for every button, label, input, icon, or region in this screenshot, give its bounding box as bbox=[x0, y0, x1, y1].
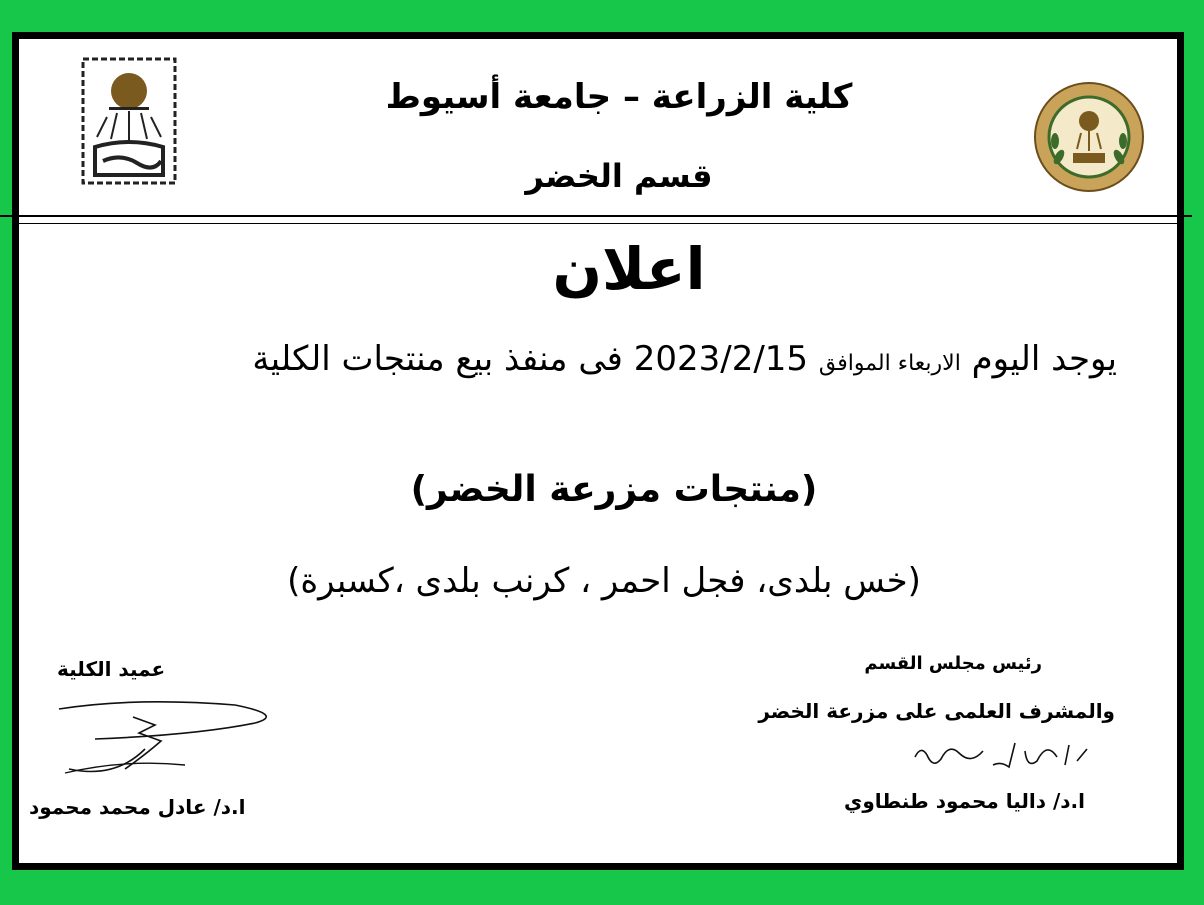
faculty-name: كلية الزراعة – جامعة أسيوط bbox=[385, 77, 853, 117]
announcement-date-line bbox=[252, 339, 1117, 379]
left-signer-name: ا.د/ عادل محمد محمود bbox=[29, 795, 246, 819]
header-divider bbox=[19, 223, 1177, 224]
department-name: قسم الخضر bbox=[525, 157, 713, 195]
right-handwritten-signature-icon bbox=[897, 731, 1097, 777]
announcement-sheet bbox=[12, 32, 1184, 870]
announcement-title: اعلان bbox=[552, 235, 706, 303]
left-signer-title: عميد الكلية bbox=[57, 657, 166, 681]
faculty-of-agriculture-seal-icon bbox=[1033, 81, 1145, 193]
line1-prefix: يوجد اليوم bbox=[960, 339, 1117, 379]
products-list: (خس بلدى، فجل احمر ، كرنب بلدى ،كسبرة) bbox=[287, 561, 921, 601]
line1-weekday: الاربعاء الموافق bbox=[818, 351, 961, 376]
page-horizontal-rule bbox=[0, 215, 1192, 217]
line1-suffix: 2023/2/15 فى منفذ بيع منتجات الكلية bbox=[252, 339, 819, 379]
right-signer-role: والمشرف العلمى على مزرعة الخضر bbox=[758, 699, 1115, 723]
assiut-university-logo-icon bbox=[81, 57, 177, 185]
right-signer-title: رئيس مجلس القسم bbox=[864, 653, 1042, 674]
right-signer-name: ا.د/ داليا محمود طنطاوي bbox=[844, 789, 1085, 813]
left-handwritten-signature-icon bbox=[55, 699, 277, 805]
products-heading: (منتجات مزرعة الخضر) bbox=[410, 469, 818, 510]
